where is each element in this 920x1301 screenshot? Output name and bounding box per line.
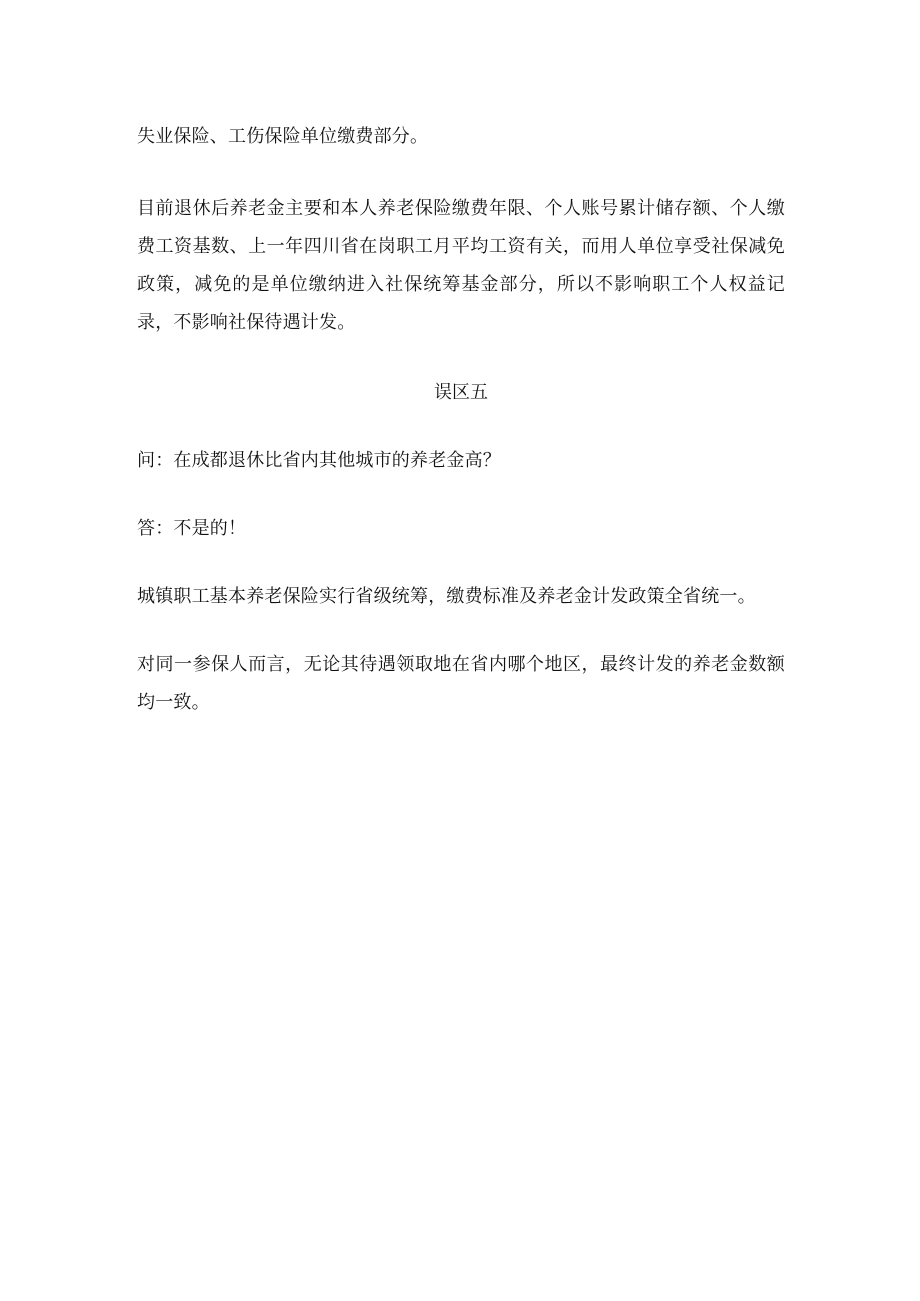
paragraph-pension-factors: 目前退休后养老金主要和本人养老保险缴费年限、个人账号累计储存额、个人缴费工资基数、上一年四川省在岗职工月平均工资有关，而用人单位享受社保减免政策，减免的是单位缴纳进入社保统筹基金部分，所以不影响职工个人权益记录，不影响社保待遇计发。 [137,198,785,333]
paragraph-insurance-fragment: 失业保险、工伤保险单位缴费部分。 [137,126,429,147]
section-heading: 误区五 [434,382,488,403]
question-paragraph: 问：在成都退休比省内其他城市的养老金高？ [137,450,501,471]
paragraph-provincial-pooling: 城镇职工基本养老保险实行省级统筹，缴费标准及养老金计发政策全省统一。 [137,586,756,607]
paragraph-same-amount: 对同一参保人而言，无论其待遇领取地在省内哪个地区，最终计发的养老金数额均一致。 [137,654,785,713]
answer-paragraph: 答：不是的！ [137,518,247,539]
document-body [137,118,785,722]
